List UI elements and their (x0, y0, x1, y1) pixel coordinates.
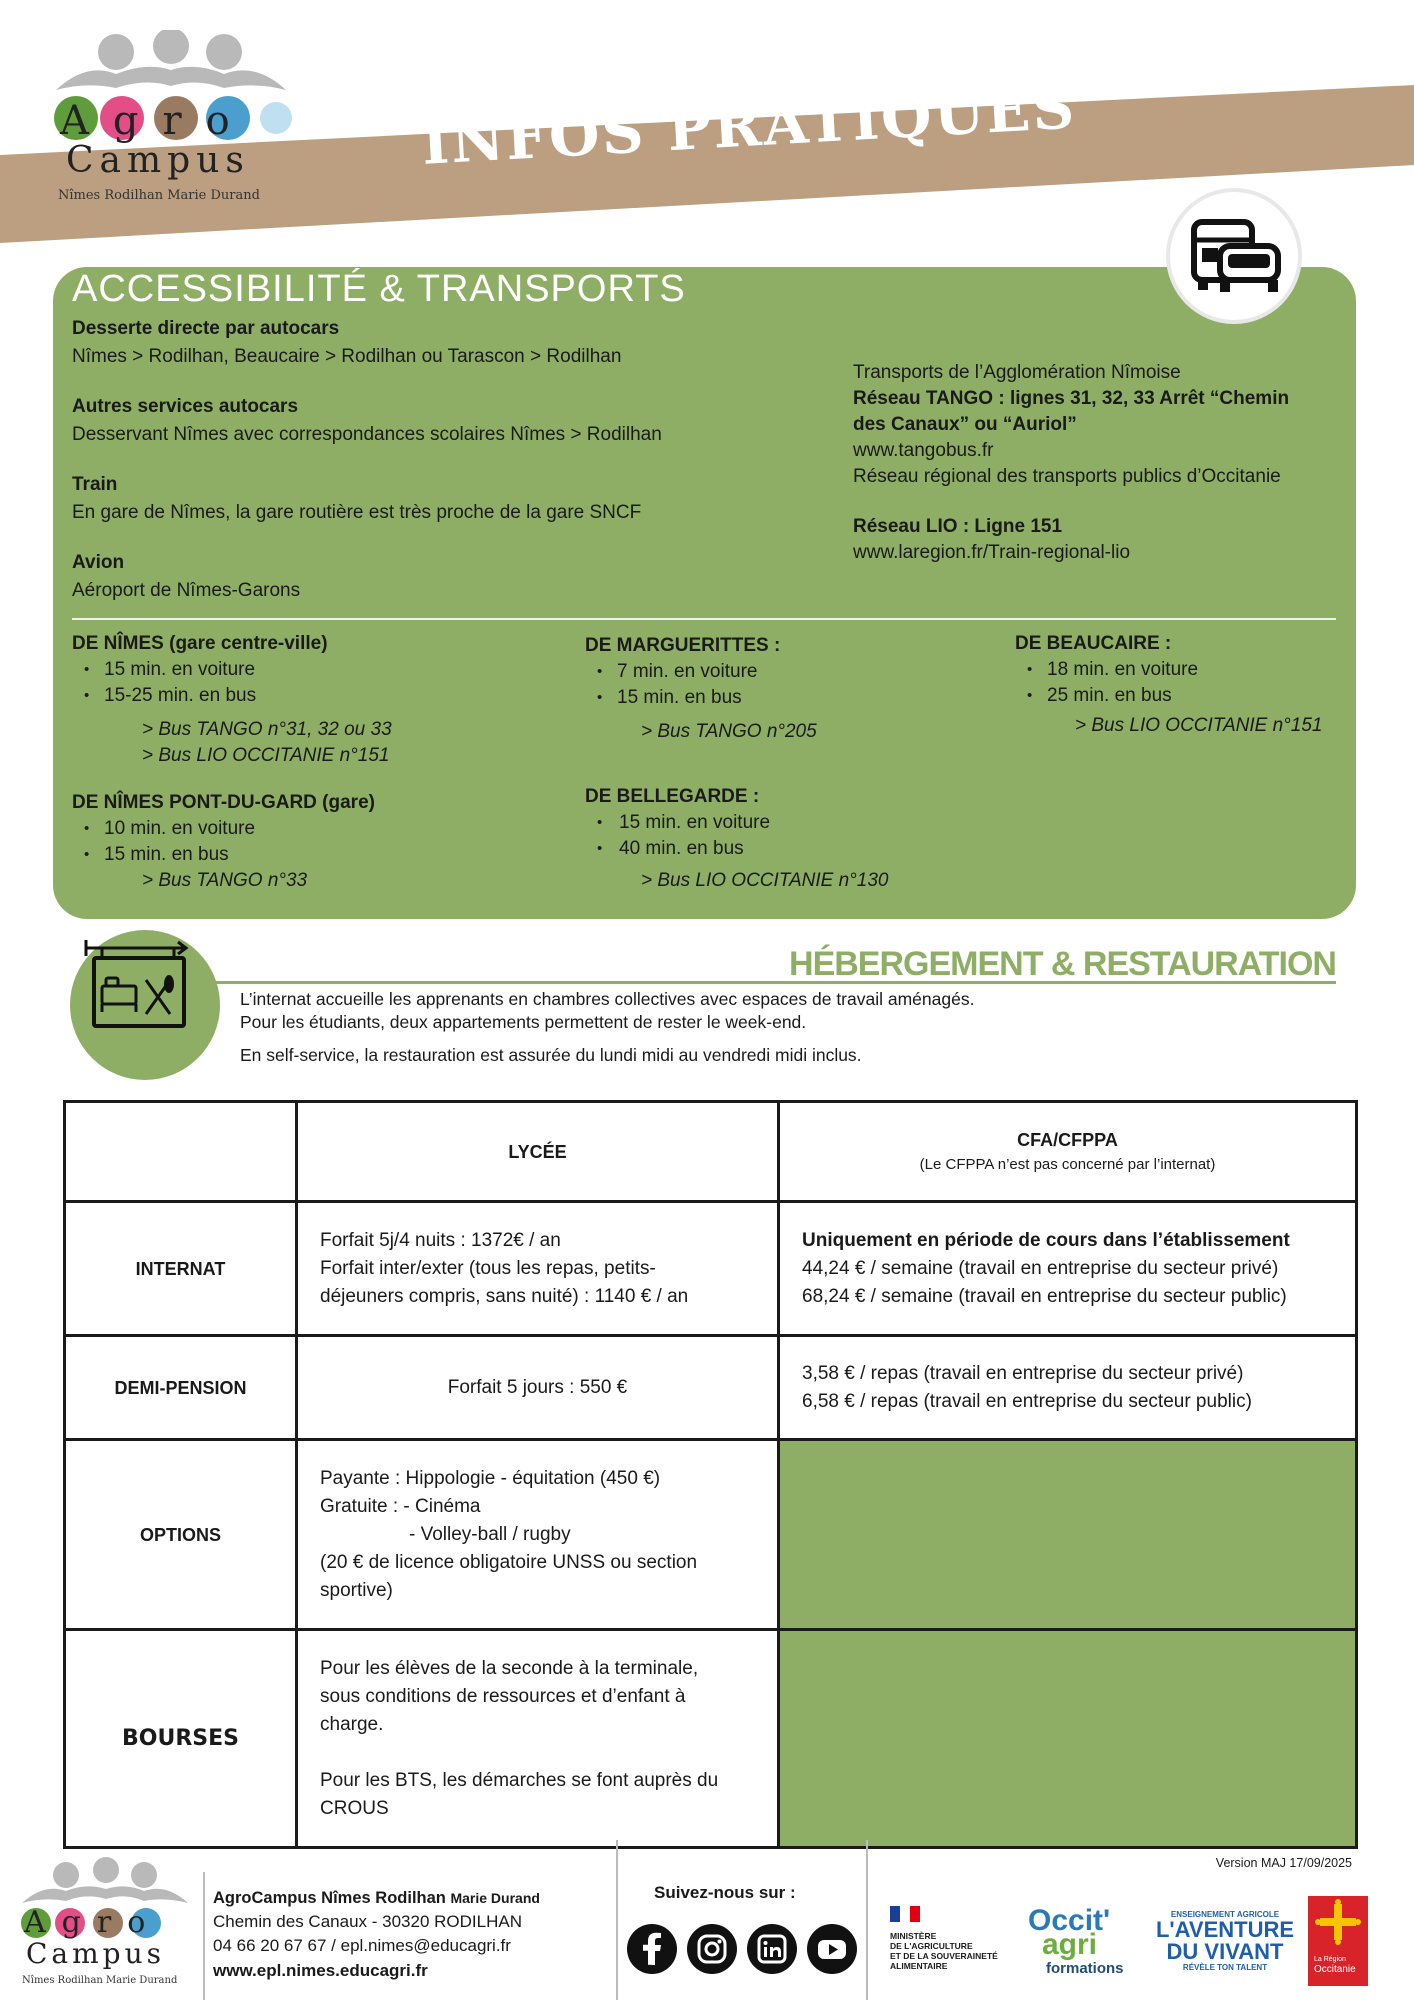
page-title: INFOS PRATIQUES (420, 73, 1078, 178)
access-text: Aéroport de Nîmes-Garons (72, 580, 301, 601)
table-row-internat (65, 1202, 1357, 1336)
ministry-line: ALIMENTAIRE (890, 1961, 948, 1971)
lodging-text (240, 988, 974, 1067)
cell-line: Forfait 5j/4 nuits : 1372€ / an (320, 1229, 561, 1251)
lodging-paragraph: L’internat accueille les apprenants en chambres collectives avec espaces de travail aménagés. (240, 989, 975, 1009)
logo-campus: Campus (26, 1937, 165, 1970)
table-row-demi-pension (65, 1336, 1357, 1440)
logo-subtitle: Nîmes Rodilhan Marie Durand (22, 1975, 178, 1986)
access-left-column (72, 316, 662, 604)
route-title: DE NÎMES PONT-DU-GARD (gare) (72, 792, 375, 813)
occitagri-line: Occit' (1028, 1904, 1111, 1937)
cell-line: sportive) (320, 1579, 393, 1601)
occitagri-logo (1028, 1904, 1138, 1988)
lodging-title: HÉBERGEMENT & RESTAURATION (789, 945, 1336, 983)
route-item: • 15 min. en voiture (72, 657, 392, 683)
footer-divider (616, 1840, 618, 2000)
cell-line: 3,58 € / repas (travail en entreprise du secteur privé) (802, 1362, 1244, 1384)
cell-line: 44,24 € / semaine (travail en entreprise du secteur privé) (802, 1257, 1279, 1279)
route-item: • 40 min. en bus (585, 836, 888, 862)
lio-link[interactable]: www.laregion.fr/Train-regional-lio (853, 542, 1131, 563)
row-label-internat: INTERNAT (65, 1202, 297, 1336)
cell-line: sous conditions de ressources et d’enfant à (320, 1685, 686, 1707)
cell-line: Pour les élèves de la seconde à la terminale, (320, 1657, 699, 1679)
cell-line: CROUS (320, 1797, 389, 1819)
cell-line: (20 € de licence obligatoire UNSS ou section (320, 1551, 698, 1573)
cell-bourses-cfa-empty (779, 1630, 1357, 1848)
bed-dining-icon (74, 932, 224, 1042)
row-label-bourses: BOURSES (65, 1630, 297, 1848)
logo-agro: Agro (60, 98, 254, 144)
tango-stops: des Canaux” ou “Auriol” (853, 414, 1077, 435)
route-note: > Bus TANGO n°33 (142, 870, 308, 891)
route-item: • 10 min. en voiture (72, 816, 375, 842)
footer-name: AgroCampus Nîmes Rodilhan (213, 1889, 446, 1907)
facebook-icon[interactable] (627, 1924, 677, 1974)
occitagri-line: formations (1046, 1960, 1124, 1977)
col-header-cfa-note: (Le CFPPA n’est pas concerné par l’internat) (919, 1155, 1216, 1173)
lodging-paragraph: En self-service, la restauration est assurée du lundi midi au vendredi midi inclus. (240, 1045, 862, 1065)
route-marguerittes (585, 633, 817, 745)
table-row-options (65, 1440, 1357, 1630)
access-heading: Avion (72, 552, 125, 573)
cell-line: déjeuners compris, sans nuité) : 1140 € / an (320, 1285, 689, 1307)
version-label: Version MAJ 17/09/2025 (1215, 1856, 1352, 1870)
region-line: Occitanie (1314, 1964, 1356, 1975)
route-note: > Bus LIO OCCITANIE n°130 (641, 870, 889, 891)
route-item: • 25 min. en bus (1015, 683, 1322, 709)
route-item: • 15 min. en voiture (585, 810, 888, 836)
route-item: • 15 min. en bus (585, 685, 817, 711)
tango-lines: Réseau TANGO : lignes 31, 32, 33 Arrêt “Chemin (853, 388, 1290, 409)
agglo-transport-label: Transports de l’Agglomération Nîmoise (853, 362, 1181, 383)
bus-car-icon (1170, 192, 1298, 320)
route-item: • 15-25 min. en bus (72, 683, 392, 709)
cell-bourses-lycee (297, 1630, 779, 1848)
access-text: Nîmes > Rodilhan, Beaucaire > Rodilhan ou Tarascon > Rodilhan (72, 346, 622, 367)
french-flag-icon (890, 1906, 920, 1922)
access-heading: Autres services autocars (72, 396, 299, 417)
cell-line: charge. (320, 1713, 384, 1735)
lio-line: Réseau LIO : Ligne 151 (853, 516, 1063, 537)
row-label-demi-pension: DEMI-PENSION (65, 1336, 297, 1440)
cell-line: Payante : Hippologie - équitation (450 €) (320, 1467, 661, 1489)
footer-divider (203, 1872, 205, 2000)
route-title: DE NÎMES (gare centre-ville) (72, 633, 328, 654)
cell-internat-lycee (297, 1202, 779, 1336)
aventure-line: ENSEIGNEMENT AGRICOLE (1170, 1910, 1280, 1919)
cell-options-cfa-empty (779, 1440, 1357, 1630)
footer-street: Chemin des Canaux - 30320 RODILHAN (213, 1912, 522, 1931)
route-title: DE MARGUERITTES : (585, 635, 781, 656)
cell-line: Uniquement en période de cours dans l’établissement (802, 1229, 1290, 1251)
lodging-paragraph: Pour les étudiants, deux appartements permettent de rester le week-end. (240, 1012, 807, 1032)
aventure-line: RÉVÈLE TON TALENT (1182, 1963, 1268, 1972)
ministry-logo (890, 1906, 998, 1971)
cell-demi-lycee: Forfait 5 jours : 550 € (297, 1336, 779, 1440)
region-line: La Région (1314, 1956, 1346, 1963)
route-bellegarde (585, 784, 888, 894)
col-header-cfa-title: CFA/CFPPA (1017, 1129, 1118, 1150)
linkedin-icon[interactable] (747, 1924, 797, 1974)
route-note: > Bus TANGO n°205 (641, 721, 817, 742)
access-title: ACCESSIBILITÉ & TRANSPORTS (72, 268, 686, 310)
agrocampus-logo (46, 30, 296, 210)
table-header-row (65, 1102, 1357, 1202)
aventure-line: DU VIVANT (1166, 1939, 1284, 1964)
cell-options-lycee (297, 1440, 779, 1630)
occitan-cross-icon (1308, 1896, 1368, 1950)
route-nimes (72, 631, 392, 769)
ministry-line: MINISTÈRE (890, 1931, 937, 1941)
region-occitanie-logo (1308, 1896, 1368, 1986)
route-note: > Bus TANGO n°31, 32 ou 33 (142, 719, 392, 740)
cell-demi-cfa (779, 1336, 1357, 1440)
aventure-line: L'AVENTURE (1155, 1917, 1295, 1942)
row-label-options: OPTIONS (65, 1440, 297, 1630)
table-row-bourses (65, 1630, 1357, 1848)
occitagri-line: agri (1042, 1928, 1098, 1961)
route-beaucaire (1015, 631, 1322, 739)
route-title: DE BELLEGARDE : (585, 786, 760, 807)
access-heading: Train (72, 474, 118, 495)
logo-subtitle: Nîmes Rodilhan Marie Durand (58, 188, 260, 203)
transport-icon-badge (1170, 192, 1298, 320)
aventure-vivant-logo (1150, 1910, 1300, 1972)
ministry-line: DE L'AGRICULTURE (890, 1941, 973, 1951)
logo-campus: Campus (66, 140, 250, 181)
footer-address (213, 1886, 540, 1984)
cell-internat-cfa (779, 1202, 1357, 1336)
route-title: DE BEAUCAIRE : (1015, 633, 1172, 654)
route-note: > Bus LIO OCCITANIE n°151 (142, 745, 390, 766)
col-header-lycee: LYCÉE (297, 1102, 779, 1202)
footer-contact[interactable]: 04 66 20 67 67 / epl.nimes@educagri.fr (213, 1936, 511, 1955)
access-text: En gare de Nîmes, la gare routière est très proche de la gare SNCF (72, 502, 642, 523)
cell-line: Pour les BTS, les démarches se font auprès du (320, 1769, 719, 1791)
youtube-icon[interactable] (807, 1924, 857, 1974)
pricing-table (63, 1100, 1358, 1849)
cell-line: Forfait inter/exter (tous les repas, petits- (320, 1257, 656, 1279)
route-item: • 15 min. en bus (72, 842, 375, 868)
route-note: > Bus LIO OCCITANIE n°151 (1075, 715, 1323, 736)
col-header-cfa (779, 1102, 1357, 1202)
cell-line: 6,58 € / repas (travail en entreprise du secteur public) (802, 1390, 1252, 1412)
access-right-column (853, 360, 1289, 566)
follow-label: Suivez-nous sur : (654, 1883, 796, 1902)
footer-name-suffix: Marie Durand (450, 1890, 540, 1906)
ministry-line: ET DE LA SOUVERAINETÉ (890, 1951, 998, 1961)
cell-line: - Volley-ball / rugby (409, 1523, 571, 1545)
region-transport-label: Réseau régional des transports publics d’Occitanie (853, 466, 1281, 487)
access-text: Desservant Nîmes avec correspondances scolaires Nîmes > Rodilhan (72, 424, 662, 445)
instagram-icon[interactable] (687, 1924, 737, 1974)
social-links (627, 1924, 857, 1974)
access-divider (72, 618, 1336, 620)
table-corner-cell (65, 1102, 297, 1202)
footer-website[interactable]: www.epl.nimes.educagri.fr (213, 1961, 428, 1980)
route-pontdugard (72, 790, 375, 894)
agrocampus-logo-footer (14, 1855, 194, 1995)
cell-line: 68,24 € / semaine (travail en entreprise du secteur public) (802, 1285, 1287, 1307)
route-item: • 18 min. en voiture (1015, 657, 1322, 683)
access-heading: Desserte directe par autocars (72, 318, 340, 339)
cell-line: Gratuite : - Cinéma (320, 1495, 481, 1517)
tango-link[interactable]: www.tangobus.fr (853, 440, 994, 461)
route-item: • 7 min. en voiture (585, 659, 817, 685)
logo-agro: Agro (24, 1905, 162, 1940)
footer-divider (866, 1840, 868, 2000)
